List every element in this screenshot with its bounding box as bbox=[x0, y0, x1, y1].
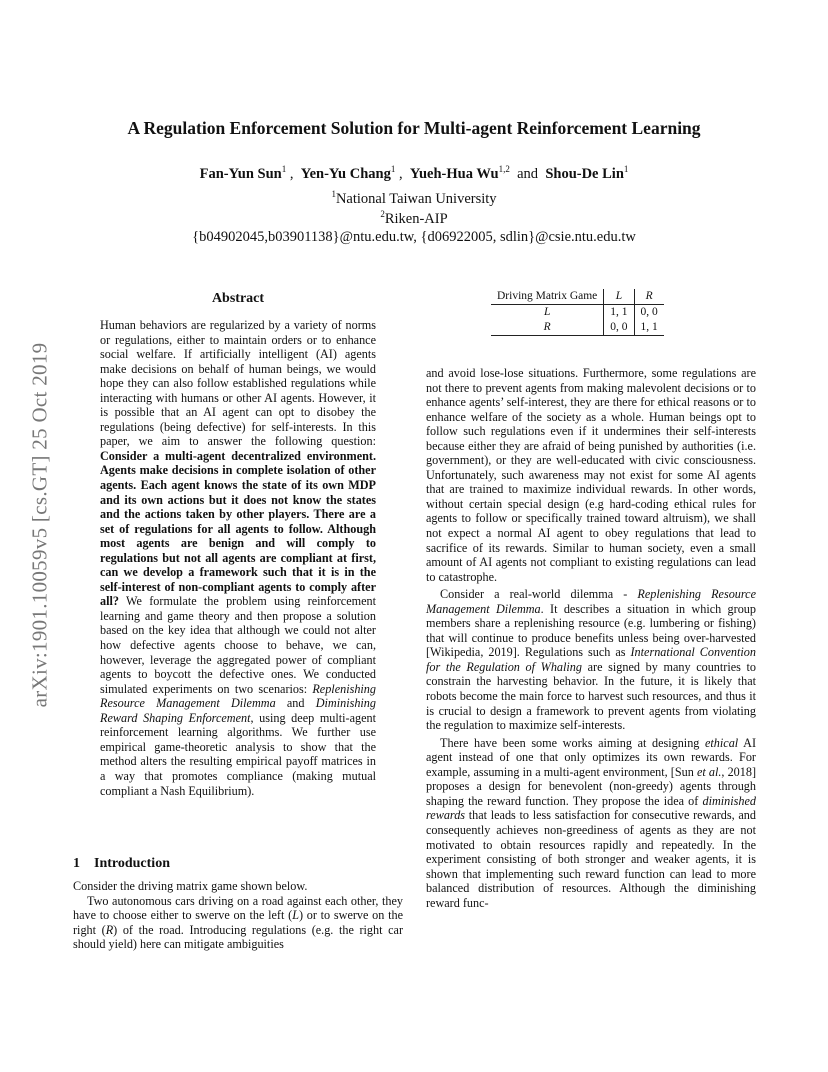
matrix-cell: 0, 0 bbox=[604, 320, 634, 336]
paragraph bbox=[73, 894, 403, 952]
arxiv-id-text: arXiv:1901.10059v5 [cs.GT] 25 Oct 2019 bbox=[27, 342, 52, 708]
text-run: that leads to less satisfaction for consecutive rewards, and consequently achieves non-greediness of agents as they are not motivated to obtain resources rapidly and repeatedly. In the experiment consisting of both stronger and weaker agents, it is shown that implementing such reward function can lead to more balanced distribution of resources. Although the diminishing reward func- bbox=[426, 808, 756, 910]
abstract-question: Consider a multi-agent decentralized environment. Agents make decisions in complete isolation of other agents. Each agent knows the state of its own MDP and its own actions but it does not know the states and the actions taken by other players. There are a set of regulations for all agents to follow. Although most agents are benign and will comply to regulations but not all agents are compliant at first, can we develop a framework such that it is in the self-interest of non-compliant agents to comply after all? bbox=[100, 448, 376, 609]
emphasis: ethical bbox=[705, 735, 739, 750]
emphasis: Replenishing Resource Management Dilemma bbox=[426, 587, 757, 616]
text-run: are signed by many countries to constrain the harvesting behavior. In the future, it is likely that robots become the main force to harvest such resources, and thus it is crucial to design a framework to prevent agents from violating the regulation to maximize self-interests. bbox=[426, 659, 756, 733]
paragraph bbox=[426, 587, 756, 732]
abstract-body bbox=[100, 318, 376, 798]
abstract-scenario-2: Diminishing Reward Shaping Enforcement bbox=[100, 696, 376, 725]
text-run: . It describes a situation in which group members share a replenishing resource (e.g. lumbering or fishing) that will continue to produce benefits unless being over-harvested [Wikipedia, 2019]. Regulations such as bbox=[426, 601, 756, 660]
section-number: 1 bbox=[73, 856, 80, 871]
text-run: , 2018] proposes a design for benevolent (non-greedy) agents through shaping the reward function. They propose the idea of bbox=[426, 764, 757, 808]
text-run: ) or to swerve on the right ( bbox=[73, 908, 403, 937]
text-run: AI agent instead of one that only optimizes its own rewards. For example, assuming in a multi-agent environment, [Sun bbox=[426, 735, 757, 779]
author-name: Yueh-Hua Wu bbox=[409, 165, 499, 182]
affil-name: National Taiwan University bbox=[335, 190, 497, 207]
affiliation-1 bbox=[70, 189, 758, 208]
matrix-row-label: L bbox=[543, 306, 551, 318]
affil-mark: 1 bbox=[331, 189, 336, 199]
introduction-right-text bbox=[426, 366, 756, 910]
author-affil-mark: 1 bbox=[281, 164, 287, 174]
math-symbol: R bbox=[105, 922, 114, 937]
matrix-cell: 1, 1 bbox=[634, 320, 664, 336]
matrix-cell: 0, 0 bbox=[634, 305, 664, 321]
abstract-text: , using deep multi-agent reinforcement learning algorithms. We further use empirical game-theoretic analysis to show that the method alters the resulting empirical payoff matrices in a way that promotes compliance (making mutual compliant a Nash Equilibrium). bbox=[100, 710, 376, 798]
author-affil-mark: 1,2 bbox=[498, 164, 510, 174]
section-heading-introduction bbox=[73, 856, 170, 872]
emphasis: et al. bbox=[696, 764, 722, 779]
matrix-title: Driving Matrix Game bbox=[491, 289, 604, 305]
paragraph: Consider the driving matrix game shown below. bbox=[73, 879, 308, 893]
driving-matrix-table bbox=[491, 289, 664, 336]
abstract-text: and bbox=[275, 696, 316, 711]
arxiv-sidebar-identifier bbox=[14, 290, 66, 760]
author-affil-mark: 1 bbox=[623, 164, 629, 174]
abstract-heading: Abstract bbox=[211, 291, 265, 306]
author-name: Shou-De Lin bbox=[545, 165, 624, 182]
affiliation-2 bbox=[70, 209, 758, 228]
author-and: and bbox=[517, 165, 539, 182]
matrix-row-label: R bbox=[491, 320, 604, 336]
author-name: Yen-Yu Chang bbox=[300, 165, 391, 182]
author-list: Fan-Yun Sun$^1$ , Yen-Yu Chang$^1$ , Yueh-Hua Wu$^{1,2}$ and Shou-De Lin$^1$ bbox=[199, 164, 629, 182]
affil-mark: 2 bbox=[380, 209, 385, 219]
introduction-left-text bbox=[73, 879, 403, 952]
section-title: Introduction bbox=[94, 856, 170, 871]
emphasis: diminished rewards bbox=[426, 793, 756, 823]
affil-name: Riken-AIP bbox=[384, 210, 448, 227]
paragraph bbox=[426, 736, 756, 911]
abstract-text: We formulate the problem using reinforcement learning and game theory and then propose a solution based on the key idea that although we could not alter how defective agents choose to behave, we can, however, leverage the aggregated power of compliant agents to boycott the defective ones. We conducted simulated experiments on two scenarios: bbox=[100, 594, 376, 696]
text-run: Consider a real-world dilemma - bbox=[440, 587, 638, 602]
text-run: There have been some works aiming at designing bbox=[440, 735, 706, 750]
abstract-text: Human behaviors are regularized by a variety of norms or regulations, either to maintain orders or to enhance social welfare. If artificially intelligent (AI) agents make decisions on behalf of human beings, we would hope they can also follow established regulations while interacting with humans or other AI agents. However, it is possible that an AI agent can opt to disobey the regulations (being defective) for self-interests. In this paper, we aim to answer the following question: bbox=[100, 318, 376, 449]
matrix-cell: 1, 1 bbox=[604, 305, 634, 321]
matrix-col-header: L bbox=[604, 289, 634, 305]
author-emails: {b04902045,b03901138}@ntu.edu.tw, {d06922005, sdlin}@csie.ntu.edu.tw bbox=[192, 229, 636, 245]
emphasis: International Convention for the Regulation of Whaling bbox=[426, 645, 756, 674]
math-symbol: L bbox=[292, 908, 299, 923]
abstract-scenario-1: Replenishing Resource Management Dilemma bbox=[100, 681, 376, 711]
paper-title: A Regulation Enforcement Solution for Multi-agent Reinforcement Learning bbox=[127, 118, 701, 138]
text-run: Two autonomous cars driving on a road against each other, they have to choose either to swerve on the left ( bbox=[73, 893, 403, 923]
paragraph: and avoid lose-lose situations. Furthermore, some regulations are not there to prevent agents from making malevolent decisions or to enhance agents’ self-interest, they are there for ethical reasons or to enhance welfare of the society as a whole. Human beings opt to follow such regulations even if it undermines their self-interests because either they are afraid of being punished by authorities (i.e. government), or they are well-educated with civic consciousness. Unfortunately, such awareness may not exist for some AI agents that are trained to maximize individual rewards. In other words, without certain special design (e.g hard-coding ethical rules for agents to follow or specifically trained toward altruism), we shall not expect a normal AI agent to obey regulations that lead to sacrifice of its rewards. Similar to human society, even a small amount of AI agents not compliant to existing regulations can lead to catastrophe. bbox=[426, 366, 756, 584]
author-name: Fan-Yun Sun bbox=[199, 165, 282, 182]
author-affil-mark: 1 bbox=[390, 164, 396, 174]
text-run: ) of the road. Introducing regulations (e.g. the right car should yield) here can mitigate ambiguities bbox=[73, 922, 403, 952]
matrix-col-header: R bbox=[634, 289, 664, 305]
